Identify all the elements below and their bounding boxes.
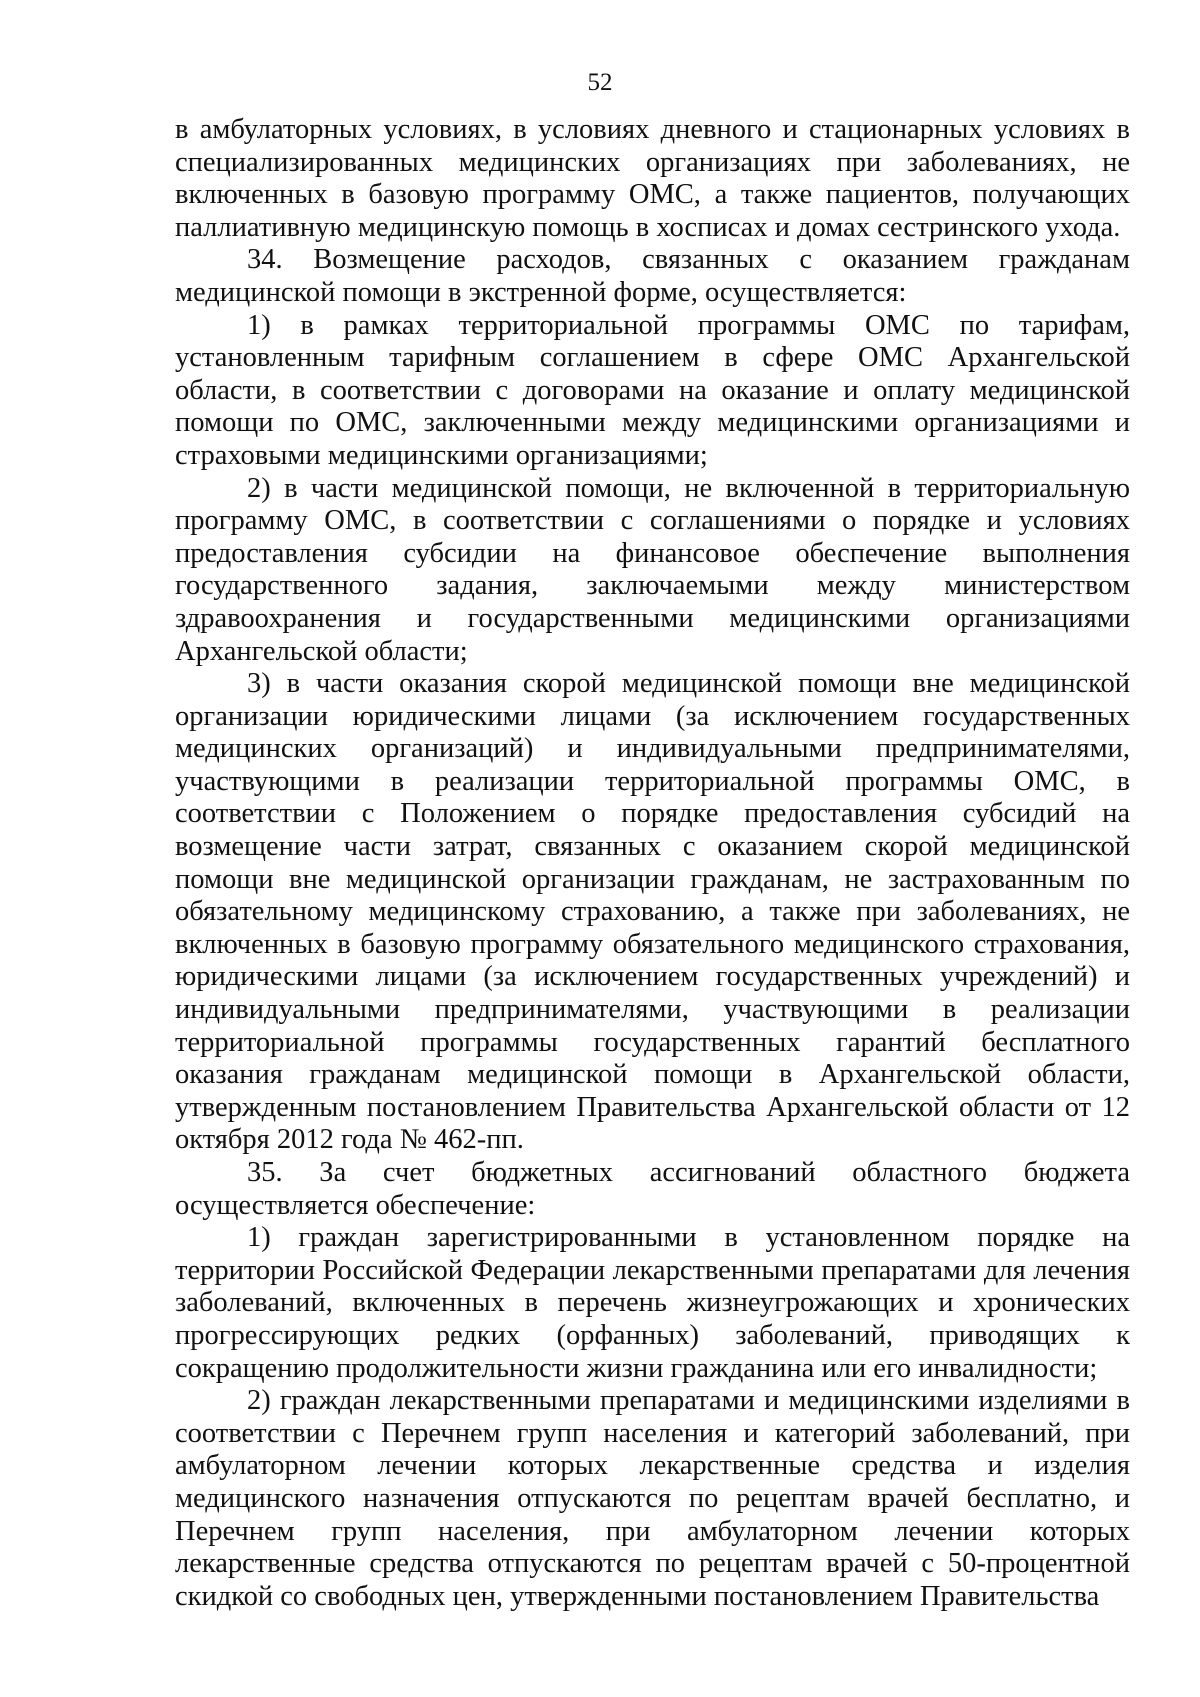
paragraph-34-item-3: 3) в части оказания скорой медицинской помощи вне медицинской организации юридическими лицами (за исключением государственных медицинских организаций) и индивидуальными предпринимателями, участвующими в реализации территориальной программы ОМС, в соответствии с Положением о порядке предоставления субсидий на возмещение части затрат, связанных с оказанием скорой медицинской помощи вне медицинской организации гражданам, не застрахованным по обязательному медицинскому страхованию, а также при заболеваниях, не включенных в базовую программу обязательного медицинского страхования, юридическими лицами (за исключением государственных учреждений) и индивидуальными предпринимателями, участвующими в реализации территориальной программы государственных гарантий бесплатного оказания гражданам медицинской помощи в Архангельской области, утвержденным постановлением Правительства Архангельской области от 12 октября 2012 года № 462-пп.: [175, 668, 1130, 1156]
paragraph-35: 35. За счет бюджетных ассигнований областного бюджета осуществляется обеспечение:: [175, 1157, 1130, 1221]
paragraph-35-item-1: 1) граждан зарегистрированными в установленном порядке на территории Российской Федерации лекарственными препаратами для лечения заболеваний, включенных в перечень жизнеугрожающих и хронических прогрессирующих редких (орфанных) заболеваний, приводящих к сокращению продолжительности жизни гражданина или его инвалидности;: [175, 1222, 1130, 1384]
paragraph-35-item-2: 2) граждан лекарственными препаратами и медицинскими изделиями в соответствии с Перечнем групп населения и категорий заболеваний, при амбулаторном лечении которых лекарственные средства и изделия медицинского назначения отпускаются по рецептам врачей бесплатно, и Перечнем групп населения, при амбулаторном лечении которых лекарственные средства отпускаются по рецептам врачей с 50-процентной скидкой со свободных цен, утвержденными постановлением Правительства: [175, 1385, 1130, 1612]
page-number: 52: [587, 69, 613, 96]
paragraph-33-continuation: в амбулаторных условиях, в условиях дневного и стационарных условиях в специализированных медицинских организациях при заболеваниях, не включенных в базовую программу ОМС, а также пациентов, получающих паллиативную медицинскую помощь в хосписах и домах сестринского ухода.: [175, 114, 1130, 243]
paragraph-34: 34. Возмещение расходов, связанных с оказанием гражданам медицинской помощи в экстренной форме, осуществляется:: [175, 244, 1130, 308]
paragraph-34-item-1: 1) в рамках территориальной программы ОМС по тарифам, установленным тарифным соглашением в сфере ОМС Архангельской области, в соответствии с договорами на оказание и оплату медицинской помощи по ОМС, заключенными между медицинскими организациями и страховыми медицинскими организациями;: [175, 309, 1130, 471]
paragraph-34-item-2: 2) в части медицинской помощи, не включенной в территориальную программу ОМС, в соответствии с соглашениями о порядке и условиях предоставления субсидии на финансовое обеспечение выполнения государственного задания, заключаемыми между министерством здравоохранения и государственными медицинскими организациями Архангельской области;: [175, 472, 1130, 667]
document-body: [175, 114, 1130, 1613]
